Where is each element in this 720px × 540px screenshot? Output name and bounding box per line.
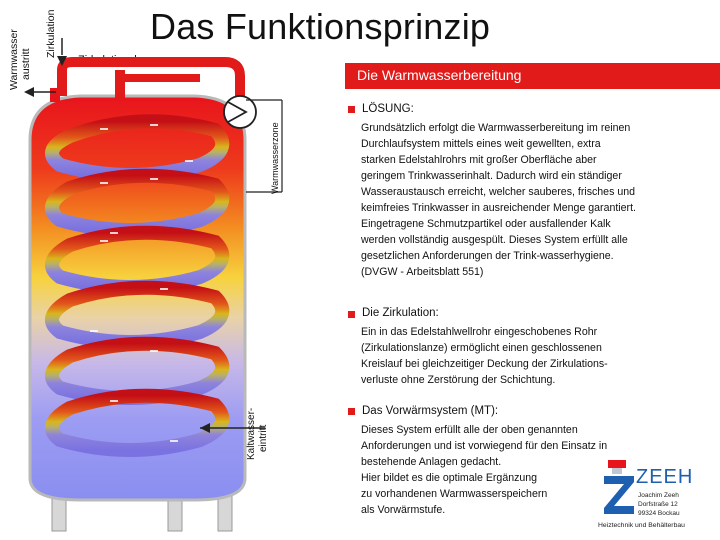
text-line: Eingetragene Schmutzpartikel oder ausfallender Kalk: [361, 218, 611, 230]
kaltwasser-label-line1: Kaltwasser-: [246, 407, 257, 460]
text-line: geringem Trinkwasserinhalt. Dadurch wird ein ständiger: [361, 170, 622, 182]
logo-z-icon: [602, 460, 636, 516]
text-line: verluste ohne Zerstörung der Schichtung.: [361, 374, 556, 386]
pump-icon: [224, 96, 256, 128]
zirkulation-label: Zirkulation: [45, 9, 57, 58]
tank-diagram: [0, 0, 345, 540]
logo-tagline: Heiztechnik und Behälterbau: [598, 522, 685, 529]
outlet-arrow-icon: [24, 87, 34, 97]
zirkulationslanze-label: Zirkulationslanze: [78, 54, 161, 66]
text-line: Dieses System erfüllt alle der oben genannten: [361, 424, 578, 436]
warmwasser-outlet-pipe: [24, 87, 60, 102]
bullet-icon: [348, 311, 355, 318]
text-line: (Zirkulationslanze) ermöglicht einen geschlossenen: [361, 342, 602, 354]
logo-name: ZEEH: [636, 466, 694, 488]
logo-line-street: Dorfstraße 12: [638, 501, 678, 508]
warmwasser-austritt-label-line2: austritt: [20, 48, 32, 80]
text-line: bestehende Anlagen gedacht.: [361, 456, 502, 468]
text-line: Kreislauf bei gleichzeitiger Deckung der Zirkulations-: [361, 358, 608, 370]
text-line: gesetzlichen Anforderungen der Trink-wasserhygiene.: [361, 250, 614, 262]
zirkulation-loop: [57, 38, 240, 100]
section-heading-loesung: LÖSUNG:: [362, 103, 414, 115]
text-line: als Vorwärmstufe.: [361, 504, 446, 516]
page-title: Das Funktionsprinzip: [150, 6, 491, 47]
section-text-zirkulation: [361, 324, 716, 388]
warmwasserzone-label: Warmwasserzone: [270, 122, 280, 194]
bullet-icon: [348, 408, 355, 415]
section-heading-zirkulation: Die Zirkulation:: [362, 307, 439, 319]
kaltwasser-label-line2: eintritt: [258, 424, 269, 452]
company-logo: [592, 458, 714, 536]
text-line: Ein in das Edelstahlwellrohr eingeschobenes Rohr: [361, 326, 598, 338]
section-banner: [345, 63, 720, 89]
heat-exchanger-coil: [52, 121, 222, 450]
text-line: (DVGW - Arbeitsblatt 551): [361, 266, 484, 278]
text-line: zu vorhandenen Warmwasserspeichern: [361, 488, 548, 500]
logo-line-name: Joachim Zeeh: [638, 492, 679, 499]
text-line: Grundsätzlich erfolgt die Warmwasserbereitung im reinen: [361, 122, 631, 134]
text-line: Wasseraustausch erreicht, welcher sauberes, frisches und: [361, 186, 635, 198]
section-text-loesung: [361, 120, 716, 280]
banner-text: Die Warmwasserbereitung: [357, 67, 522, 83]
warmwasser-austritt-label-line1: Warmwasser: [8, 29, 20, 90]
text-line: Anforderungen und ist vorwiegend für den Einsatz in: [361, 440, 608, 452]
section-heading-vorwaermsystem: Das Vorwärmsystem (MT):: [362, 405, 499, 417]
bullet-icon: [348, 106, 355, 113]
text-line: keimfreies Trinkwasser in ausreichender Menge garantiert.: [361, 202, 636, 214]
text-line: Hier bildet es die optimale Ergänzung: [361, 472, 538, 484]
logo-line-city: 99324 Bockau: [638, 510, 680, 517]
text-line: Durchlaufsystem mittels eines weit gewellten, extra: [361, 138, 601, 150]
text-line: werden vollständig ausgespült. Dieses System erfüllt alle: [361, 234, 628, 246]
text-line: starken Edelstahlrohrs mit großer Oberfläche aber: [361, 154, 597, 166]
kaltwasser-eintritt-label: [246, 408, 270, 460]
